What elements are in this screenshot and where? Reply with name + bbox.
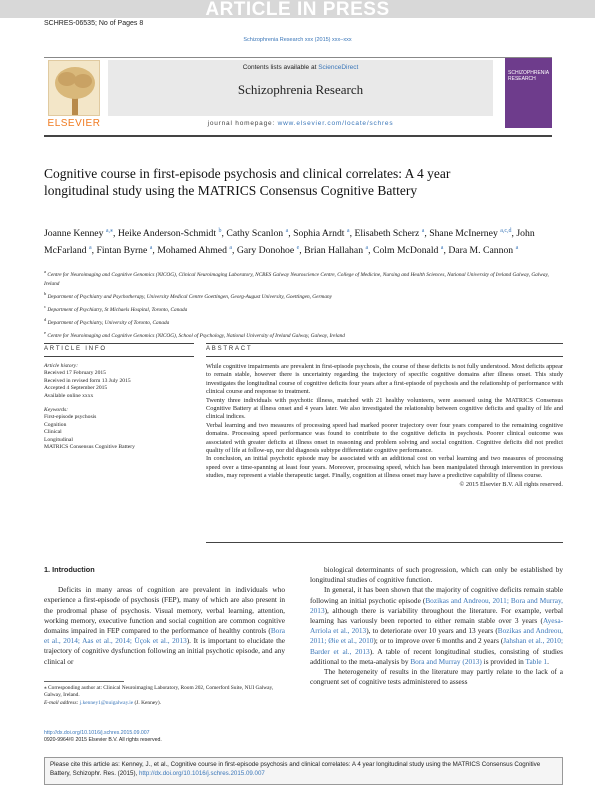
copyright-line: © 2015 Elsevier B.V. All rights reserved. [459, 480, 563, 488]
author-name: Mohamed Ahmed [157, 245, 227, 257]
affiliation [44, 315, 559, 328]
journal-homepage [108, 120, 493, 127]
history-label: Article history: [44, 363, 79, 369]
homepage-prefix: journal homepage: [207, 120, 278, 127]
author-name: Gary Donohoe [236, 245, 295, 257]
body-paragraph: In general, it has been shown that the majority of cognitive deficits remain stable following an initial psychotic episode (Bozikas and Andreou, 2011; Bora and Murray, 2013), although there is variability throughout the literature. For example, verbal learning has variously been reported to either remain stable over 3 years (Ayesa-Arriola et al., 2013), to deteriorate over 10 years and 13 years (Bozikas and Andreou, 2011; Øie et al., 2010); or to improve over 6 months and 2 years (Jahshan et al., 2010; Barder et al., 2013). A table of recent longitudinal studies, consisting of studies additional to the meta-analysis by Bora and Murray (2013) is provided in Table 1. [310, 585, 564, 666]
elsevier-tree-icon [48, 60, 100, 116]
issn-line: 0920-9964/© 2015 Elsevier B.V. All rights reserved. [44, 737, 162, 743]
elsevier-logo [44, 60, 104, 130]
header-rule-bottom [44, 135, 552, 137]
author-affil-mark[interactable]: a [285, 228, 289, 234]
affiliation-mark: b [44, 291, 47, 297]
contents-prefix: Contents lists available at [242, 64, 319, 71]
banner-text: ARTICLE IN PRESS [205, 0, 390, 20]
abstract-heading: ABSTRACT [206, 346, 253, 352]
citation-link[interactable]: Bora et al., 2014; Aas et al., 2014; Üçok et al., 2013 [44, 626, 285, 646]
body-column-right [310, 565, 563, 687]
article-info-heading: ARTICLE INFO [44, 346, 107, 352]
citation-link[interactable]: Bozikas and Andreou, 2011; Øie et al., 2010 [310, 626, 563, 646]
abstract-paragraph: While cognitive impairments are prevalent in first-episode psychosis, the course of these deficits is not fully understood. Most deficits appear to remain stable, however there is uncertainty regarding the trajectory of specific cognitive domains after illness onset. This study investigates the longitudinal course of cognitive deficits four years after a first-episode of psychosis and the relationship of performance with clinical course and response to treatment. [206, 363, 563, 396]
author-name: Fintan Byrne [96, 245, 148, 257]
abstract-body [206, 363, 563, 489]
abstract-rule-under [206, 356, 563, 357]
author-affil-mark[interactable]: a [365, 245, 369, 252]
history-list [44, 370, 194, 400]
author-name: Elisabeth Scherz [354, 228, 420, 240]
article-info [44, 363, 194, 451]
journal-title: Schizophrenia Research [237, 82, 364, 97]
citation-link[interactable]: Ayesa-Arriola et al., 2013 [310, 616, 563, 636]
body-column-left [44, 565, 285, 667]
affiliation-text: Department of Psychiatry and Psychotherapy, University Medical Centre Goettingen, Georg-August University, Goettingen, Germany [47, 293, 332, 300]
affiliation [44, 302, 559, 315]
author-list: Joanne Kenney $^{a,⁎}$, Heike Anderson-Schmidt $^b$, Cathy Scanlon $^a$, Sophia Arndt $^a$, Elisabeth Scherz $^a$, Shane McInerney $^{a,c,d}$, John McFarland $^a$, Fintan Byrne $^a$, Mohamed Ahmed $^a$, Gary Donohoe $^e$, Brian Hallahan $^a$, Colm McDonald $^a$, Dara M. Cannon $^a$ [44, 228, 535, 257]
article-info-rule-under [44, 356, 194, 357]
journal-cover-image [505, 58, 552, 128]
author-affil-mark[interactable]: a [515, 245, 519, 252]
author-affil-mark[interactable]: a [229, 245, 233, 252]
sciencedirect-link[interactable]: ScienceDirect [318, 64, 359, 71]
author-affil-mark[interactable]: a [88, 245, 92, 252]
author-affil-mark[interactable]: a [149, 245, 153, 252]
author-name: Shane McInerney [429, 228, 498, 240]
affiliation-mark: e [44, 330, 46, 336]
email-suffix: (J. Kenney). [133, 699, 161, 706]
author-affil-mark[interactable]: b [218, 228, 222, 234]
body-paragraph: The heterogeneity of results in the literature may partly relate to the lack of a congruent set of cognitive tests administered to assess [310, 667, 563, 687]
cite-text: Please cite this article as: Kenney, J., et al., Cognitive course in first-episode psychosis and clinical correlates: A 4 year longitudinal study using the MATRICS Consensus Cognitive Battery, Schizophr. Res. (2015), [50, 761, 541, 777]
abstract-paragraph: Twenty three individuals with psychotic illness, matched with 21 healthy volunteers, were assessed using the MATRICS Consensus Cognitive Battery at illness onset and 4 years later. We also investigated the relationship between cognitive deficits and quality of life and clinical indices. [206, 396, 563, 421]
keyword-item: Cognition [44, 421, 67, 428]
history-item: Received in revised form 13 July 2015 [44, 377, 131, 384]
citation-link[interactable]: Jahshan et al., 2010; Barder et al., 2013 [310, 636, 563, 656]
author-affil-mark[interactable]: e [296, 245, 300, 252]
article-info-rule [44, 343, 194, 344]
manuscript-id: SCHRES-06535; No of Pages 8 [44, 20, 144, 27]
cover-title: SCHIZOPHRENIA RESEARCH [508, 70, 549, 82]
citation-link[interactable]: Table 1 [525, 656, 548, 666]
keyword-item: Clinical [44, 429, 62, 436]
doi-block [44, 730, 294, 744]
affiliation [44, 267, 559, 289]
author-name: Brian Hallahan [304, 245, 364, 257]
abstract-paragraphs [206, 363, 563, 481]
citation-link[interactable]: Bora and Murray (2013) [410, 656, 482, 666]
author-name: Heike Anderson-Schmidt [117, 228, 217, 240]
article-title: Cognitive course in first-episode psychosis and clinical correlates: A 4 year longitudinal study using the MATRICS Consensus Cognitive Battery [44, 166, 451, 198]
header-rule-top [44, 57, 552, 58]
keywords-list [44, 414, 194, 451]
keywords-label: Keywords: [44, 407, 69, 414]
email-label: E-mail address: [44, 699, 80, 706]
affiliation-mark: c [44, 304, 46, 310]
right-paragraphs [310, 565, 563, 687]
keyword-item: MATRICS Consensus Cognitive Battery [44, 444, 135, 451]
abstract-paragraph: Verbal learning and two measures of processing speed had marked poorer trajectory over four years compared to the remaining cognitive domains. Processing speed performance was found to contribute to the cognitive deficits in psychosis. Poorer clinical outcome was associated with greater deficits at illness onset in reasoning and problem solving and social cognition. Cognitive deficits did not predict quality of life at follow-up, nor did diagnosis subtype differentiate cognitive performance. [206, 421, 563, 455]
abstract-rule [206, 343, 563, 344]
author-name: Sophia Arndt [293, 228, 345, 240]
doi-link[interactable]: http://dx.doi.org/10.1016/j.schres.2015.09.007 [44, 730, 150, 736]
author-name: Dara M. Cannon [448, 245, 514, 257]
author-affil-mark[interactable]: a,c,d [500, 228, 512, 234]
affiliation-text: Department of Psychiatry, University of Toronto, Canada [47, 319, 170, 326]
author-affil-mark[interactable]: a [440, 245, 444, 252]
affiliation-text: Centre for Neuroimaging and Cognitive Genomics (NICOG), Clinical Neuroimaging Laboratory, NCBES Galway Neuroscience Centre, College of Medicine, Nursing and Health Sciences, National University of Ireland Galway, Galway, Ireland [44, 271, 549, 287]
contents-line [108, 64, 493, 71]
abstract-rule-bottom [206, 542, 563, 543]
author-affil-mark[interactable]: a,⁎ [105, 228, 114, 234]
keyword-item: Longitudinal [44, 436, 73, 443]
article-in-press-banner [0, 0, 595, 18]
author-affil-mark[interactable]: a [421, 228, 425, 234]
homepage-link[interactable]: www.elsevier.com/locate/schres [277, 120, 394, 127]
affiliation-mark: d [44, 317, 47, 323]
author-name: Cathy Scanlon [226, 228, 284, 240]
corresponding-author-footnote [44, 685, 289, 707]
history-item: Available online xxxx [44, 392, 94, 399]
cite-this-article-box [44, 757, 563, 785]
section-heading: 1. Introduction [44, 565, 95, 574]
body-paragraph: biological determinants of such progression, which can only be established by longitudinal studies of cognitive function. [310, 565, 563, 585]
affiliations [44, 267, 559, 341]
affiliation [44, 328, 559, 341]
email-link[interactable]: j.kenney1@nuigalway.ie [79, 699, 134, 706]
author-name: John McFarland [44, 228, 535, 257]
affiliation-mark: a [44, 269, 46, 274]
cite-doi-link[interactable]: http://dx.doi.org/10.1016/j.schres.2015.09.007 [138, 769, 265, 777]
citation-link[interactable]: Bozikas and Andreou, 2011; Bora and Murray, 2013 [310, 595, 564, 615]
author-name: Joanne Kenney [44, 228, 104, 240]
journal-citation-line[interactable]: Schizophrenia Research xxx (2015) xxx–xxx [243, 37, 352, 43]
keyword-item: First-episode psychosis [44, 414, 97, 421]
publisher-name: ELSEVIER [47, 118, 101, 129]
email-line [44, 700, 289, 707]
author-affil-mark[interactable]: a [346, 228, 350, 234]
affiliation-text: Department of Psychiatry, St Michaels Hospital, Toronto, Canada [47, 306, 188, 313]
abstract-paragraph: In conclusion, an initial psychotic episode may be associated with an additional cost on verbal learning and two measures of processing speed over a time-spanning at least four years. Moreover, processing speed, which has been manipulated through intervention in previous studies, may represent a viable therapeutic target. Finally, cognition at illness onset may have a predictive capability of illness course. [206, 455, 563, 480]
footnote-text: ⁎ Corresponding author at: Clinical Neuroimaging Laboratory, Room 202, Comerford Suite, NUI Galway, Galway, Ireland. [44, 685, 274, 699]
affiliation-text: Centre for Neuroimaging and Cognitive Genomics (NICOG), School of Psychology, National University of Ireland Galway, Galway, Ireland [47, 332, 345, 339]
footnote-rule [44, 681, 124, 682]
body-paragraph: Deficits in many areas of cognition are prevalent in individuals who experience a first-episode of psychosis (FEP), many of which are also present in the prodromal phase of psychosis. Visual memory, verbal learning, attention, working memory, executive function and social cognition are common cognitive domains impaired in FEP compared to the performance of healthy controls (Bora et al., 2014; Aas et al., 2014; Üçok et al., 2013). It is important to elucidate the trajectory of cognitive dysfunction following an initial psychotic episode, and any clinical or [44, 585, 285, 666]
history-item: Accepted 4 September 2015 [44, 385, 108, 392]
history-item: Received 17 February 2015 [44, 370, 106, 377]
left-paragraphs [44, 585, 285, 667]
author-name: Colm McDonald [372, 245, 439, 257]
affiliation [44, 289, 559, 302]
